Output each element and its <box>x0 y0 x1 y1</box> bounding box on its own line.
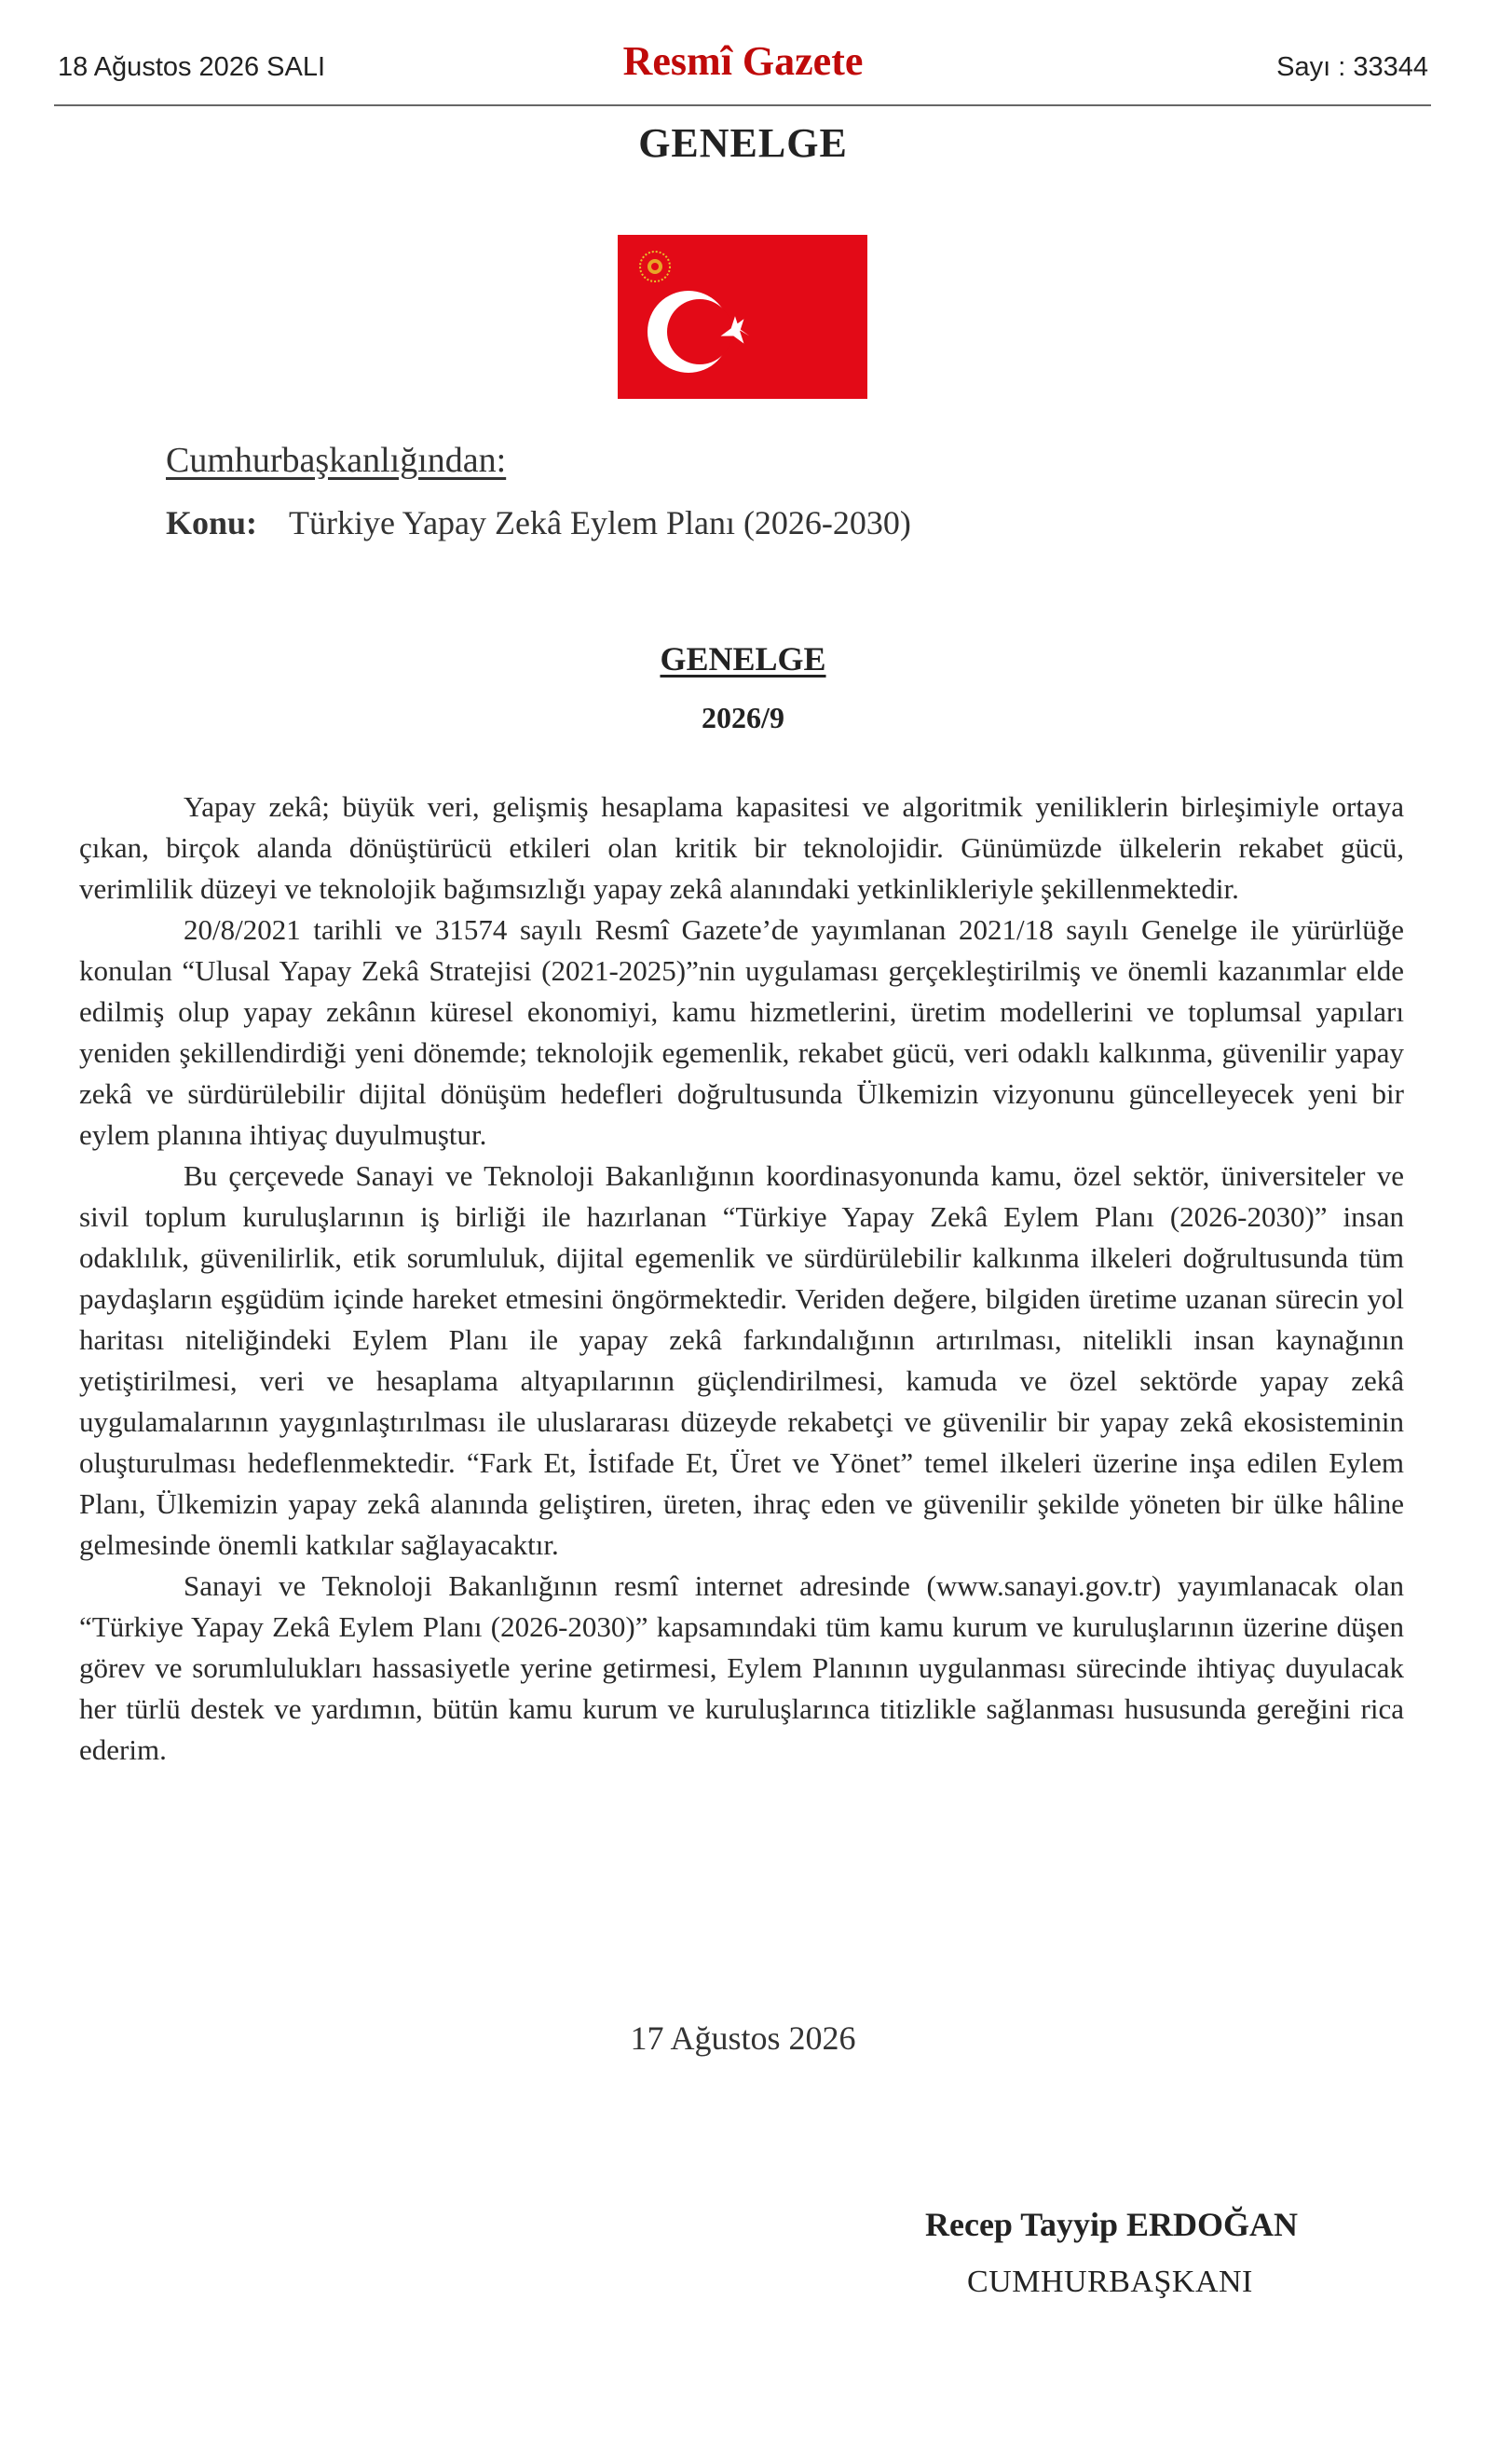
paragraph: 20/8/2021 tarihli ve 31574 sayılı Resmî Gazete’de yayımlanan 2021/18 sayılı Genelge ile yürürlüğe konulan “Ulusal Yapay Zekâ Stratejisi (2021-2025)”nin uygulaması gerçekleştirilmiş ve önemli kazanımlar elde edilmiş olup yapay zekânın küresel ekonomiyi, kamu hizmetlerini, üretim modellerini ve toplumsal yapıları yeniden şekillendirdiği yeni dönemde; teknolojik egemenlik, rekabet gücü, veri odaklı kalkınma, güvenilir yapay zekâ ve sürdürülebilir dijital dönüşüm hedefleri doğrultusunda Ülkemizin vizyonunu güncelleyecek yeni bir eylem planına ihtiyaç duyulmuştur. <box>79 913 1404 1151</box>
document-type-heading: GENELGE <box>638 120 848 166</box>
circular-number: 2026/9 <box>702 701 784 734</box>
document-date: 17 Ağustos 2026 <box>630 2019 856 2057</box>
subject-value: Türkiye Yapay Zekâ Eylem Planı (2026-2030) <box>289 504 911 541</box>
circular-title: GENELGE <box>660 640 826 678</box>
paragraph: Sanayi ve Teknoloji Bakanlığının resmî internet adresinde (www.sanayi.gov.tr) yayımlanacak olan “Türkiye Yapay Zekâ Eylem Planı (2026-2030)” kapsamındaki tüm kamu kurum ve kuruluşlarının üzerine düşen görev ve sorumlulukları hassasiyetle yerine getirmesi, Eylem Planının uygulanması sürecinde ihtiyaç duyulacak her türlü destek ve yardımın, bütün kamu kurum ve kuruluşlarınca titizlikle sağlanması hususunda gereğini rica ederim. <box>79 1569 1404 1766</box>
turkish-flag-with-presidential-seal-icon <box>618 235 867 399</box>
subject-label: Konu: <box>166 504 258 541</box>
issuing-authority: Cumhurbaşkanlığından: <box>166 441 507 480</box>
gazette-name: Resmî Gazete <box>622 38 864 84</box>
paragraph: Bu çerçevede Sanayi ve Teknoloji Bakanlığının koordinasyonunda kamu, özel sektör, üniversiteler ve sivil toplum kuruluşlarının iş birliği ile hazırlanan “Türkiye Yapay Zekâ Eylem Planı (2026-2030)” insan odaklılık, güvenilirlik, etik sorumluluk, dijital egemenlik ve sürdürülebilir kalkınma ilkeleri doğrultusunda tüm paydaşların eşgüdüm içinde hareket etmesini öngörmektedir. Veriden değere, bilgiden üretime uzanan sürecin yol haritası niteliğindeki Eylem Planı ile yapay zekâ farkındalığının artırılması, nitelikli insan kaynağının yetiştirilmesi, veri ve hesaplama altyapılarının güçlendirilmesi, kamuda ve özel sektörde yapay zekâ uygulamalarının yaygınlaştırılması ile uluslararası düzeyde rekabetçi ve güvenilir bir yapay zekâ ekosisteminin oluşturulması hedeflenmektedir. “Fark Et, İstifade Et, Üret ve Yönet” temel ilkeleri üzerine inşa edilen Eylem Planı, Ülkemizin yapay zekâ alanında geliştiren, üreten, ihraç eden ve güvenilir şekilde yöneten bir ülke hâline gelmesinde önemli katkılar sağlayacaktır. <box>79 1159 1404 1561</box>
signatory-name: Recep Tayyip ERDOĞAN <box>925 2206 1299 2243</box>
paragraph: Yapay zekâ; büyük veri, gelişmiş hesaplama kapasitesi ve algoritmik yeniliklerin birleşimiyle ortaya çıkan, birçok alanda dönüştürücü etkileri olan kritik bir teknolojidir. Günümüzde ülkelerin rekabet gücü, verimlilik düzeyi ve teknolojik bağımsızlığı yapay zekâ alanındaki yetkinlikleriyle şekillenmektedir. <box>79 790 1404 905</box>
header-divider <box>54 104 1431 106</box>
issue-number: Sayı : 33344 <box>1276 52 1428 82</box>
signatory-title: CUMHURBAŞKANI <box>967 2265 1253 2299</box>
header-date: 18 Ağustos 2026 SALI <box>58 52 325 82</box>
circular-body <box>79 787 1404 1771</box>
subject-line <box>166 503 911 542</box>
